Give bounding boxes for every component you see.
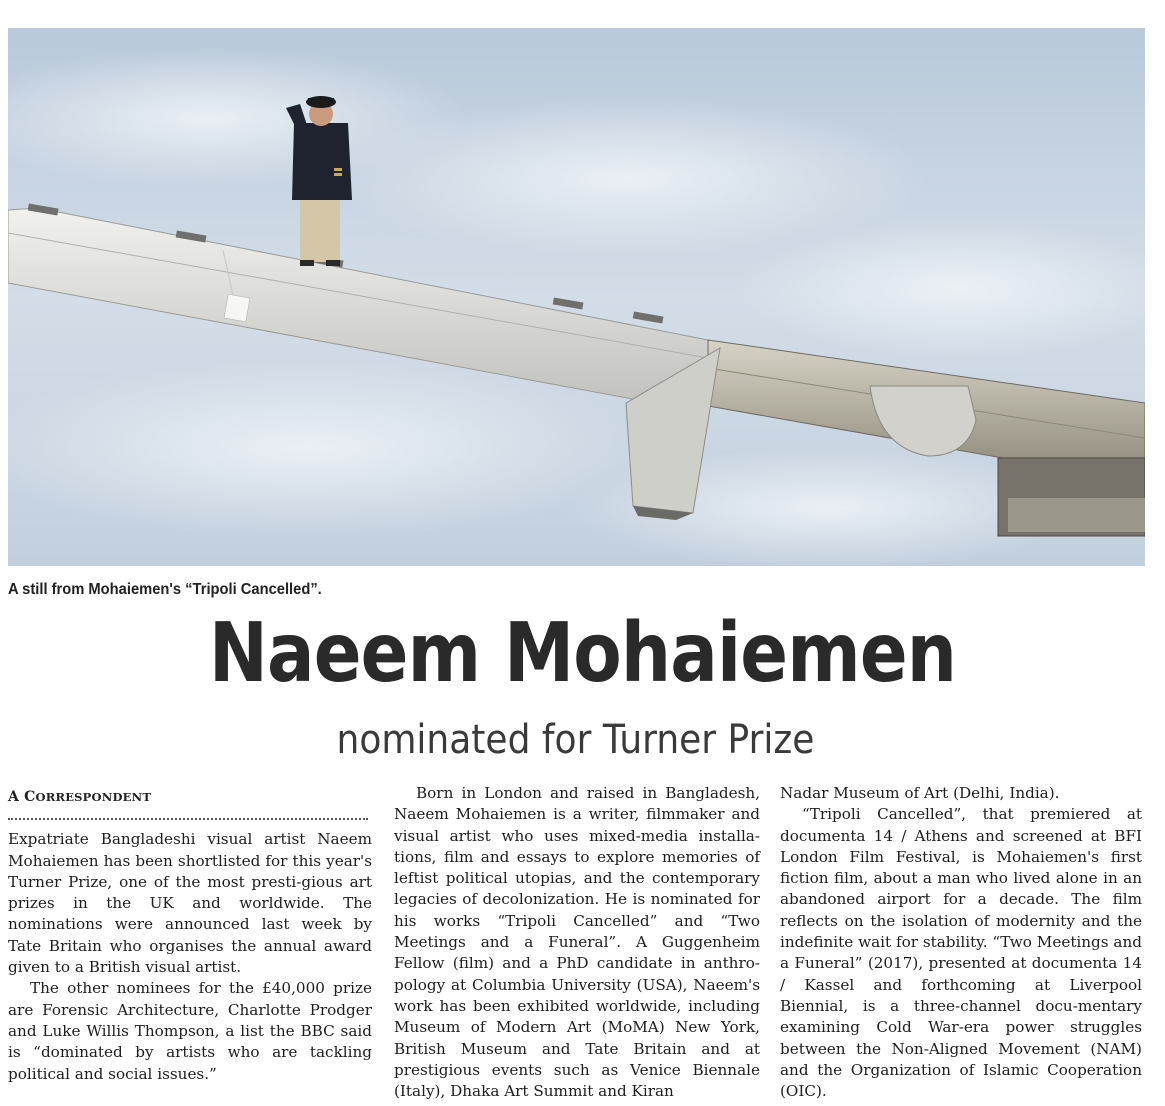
article-photo [8,28,1145,566]
paragraph: Expatriate Bangladeshi visual artist Naeem Mohaiemen has been shortlisted for this year's Turner Prize, one of the most presti-gious art prizes in the UK and worldwide. The nominations were announced last week by Tate Britain who organises the annual award given to a British visual artist. [8,830,372,977]
article-column-3 [780,783,1142,1102]
byline-initial: C [24,789,36,805]
headline: Naeem Mohaiemen [208,606,957,701]
article-column-1 [8,783,372,1085]
byline-rest: ORRESPONDENT [35,790,152,804]
subheadline: nominated for Turner Prize [336,717,815,763]
paragraph: “Tripoli Cancelled”, that premiered at documenta 14 / Athens and screened at BFI London Film Festival, is Mohaiemen's first fiction film, about a man who lived alone in an abandoned airport for a decade. The film reflects on the isolation of modernity and the indefinite wait for stability. “Two Meetings and a Funeral” (2017), presented at documenta 14 / Kassel and forthcoming at Liverpool Biennial, is a three-channel docu-mentary examining Cold War-era power struggles between the Non-Aligned Movement (NAM) and the Organization of Islamic Cooperation (OIC). [780,805,1142,1101]
byline-first-letter: A [8,789,20,805]
photo-caption: A still from Mohaiemen's “Tripoli Cancelled”. [8,581,322,598]
paragraph: The other nominees for the £40,000 prize are Forensic Architecture, Charlotte Prodger and Luke Willis Thompson, a list the BBC said is “dominated by artists who are tackling political and social issues.” [8,979,372,1083]
photo-illustration [8,28,1145,566]
paragraph: Born in London and raised in Bangladesh, Naeem Mohaiemen is a writer, filmmaker and visual artist who uses mixed-media installa-tions, film and essays to explore memories of leftist political utopias, and the contemporary legacies of decolonization. He is nominated for his works “Tripoli Cancelled” and “Two Meetings and a Funeral”. A Guggenheim Fellow (film) and a PhD candidate in anthro-pology at Columbia University (USA), Naeem's work has been exhibited worldwide, including Museum of Modern Art (MoMA) New York, British Museum and Tate Britain and at prestigious events such as Venice Biennale (Italy), Dhaka Art Summit and Kiran [394,784,760,1101]
paragraph: Nadar Museum of Art (Delhi, India). [780,784,1060,802]
byline-divider [8,810,368,820]
byline [8,787,372,808]
article-column-2 [394,783,760,1102]
